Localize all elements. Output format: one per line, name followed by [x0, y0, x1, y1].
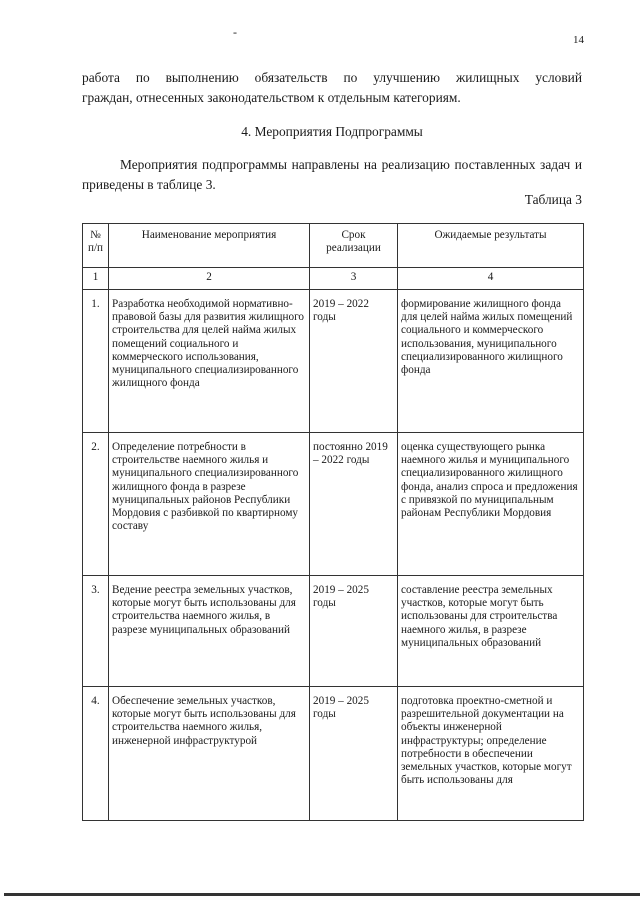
table-caption: Таблица 3	[524, 192, 582, 207]
column-number-row	[83, 268, 584, 290]
section-title: 4. Мероприятия Подпрограммы	[241, 124, 423, 139]
intro-line-1: работа по выполнению обязательств по улучшению жилищных условий	[82, 70, 582, 85]
column-number: 4	[398, 268, 584, 290]
measure-result: подготовка проектно-сметной и разрешительной документации на объекты инженерной инфраструктуры; определение потребности в обеспечении земельных участков, которые могут быть использованы для	[398, 687, 584, 821]
row-number: 3.	[83, 576, 109, 687]
page-mark: -	[233, 25, 237, 39]
header-number: № п/п	[83, 224, 109, 268]
measures-table	[82, 223, 584, 821]
intro-paragraph	[82, 68, 582, 108]
column-number: 3	[310, 268, 398, 290]
measure-result: составление реестра земельных участков, которые могут быть использованы для строительства наемного жилья, в разрезе муниципальных образований	[398, 576, 584, 687]
measure-name: Разработка необходимой нормативно-правовой базы для развития жилищного строительства для целей найма жилых помещений социального и коммерческого использования, муниципального специализированного жилищного фонда	[109, 290, 310, 433]
table-row	[83, 433, 584, 576]
table-row	[83, 687, 584, 821]
column-number: 2	[109, 268, 310, 290]
row-number: 4.	[83, 687, 109, 821]
measure-term: 2019 – 2025 годы	[310, 687, 398, 821]
scan-edge-bar	[4, 893, 640, 896]
intro-line-2: граждан, отнесенных законодательством к отдельным категориям.	[82, 90, 461, 105]
column-number: 1	[83, 268, 109, 290]
measure-name: Обеспечение земельных участков, которые могут быть использованы для строительства наемного жилья, инженерной инфраструктурой	[109, 687, 310, 821]
measure-term: 2019 – 2022 годы	[310, 290, 398, 433]
page-number: 14	[573, 34, 584, 46]
measure-name: Ведение реестра земельных участков, которые могут быть использованы для строительства наемного жилья, в разрезе муниципальных образований	[109, 576, 310, 687]
measures-paragraph: Мероприятия подпрограммы направлены на реализацию поставленных задач и приведены в таблице 3.	[82, 157, 582, 192]
header-term: Срок реализации	[310, 224, 398, 268]
table-header-row	[83, 224, 584, 268]
header-result: Ожидаемые результаты	[398, 224, 584, 268]
row-number: 1.	[83, 290, 109, 433]
header-name: Наименование мероприятия	[109, 224, 310, 268]
table-row	[83, 576, 584, 687]
measure-result: формирование жилищного фонда для целей найма жилых помещений социального и коммерческого использования, муниципального специализированного жилищного фонда	[398, 290, 584, 433]
measure-name: Определение потребности в строительстве наемного жилья и муниципального специализированного жилищного фонда в разрезе муниципальных районов Республики Мордовия с разбивкой по квартирному составу	[109, 433, 310, 576]
table-row	[83, 290, 584, 433]
measure-term: постоянно 2019 – 2022 годы	[310, 433, 398, 576]
measure-result: оценка существующего рынка наемного жилья и муниципального специализированного жилищного фонда, анализ спроса и предложения с привязкой по муниципальным районам Республики Мордовия	[398, 433, 584, 576]
measure-term: 2019 – 2025 годы	[310, 576, 398, 687]
row-number: 2.	[83, 433, 109, 576]
